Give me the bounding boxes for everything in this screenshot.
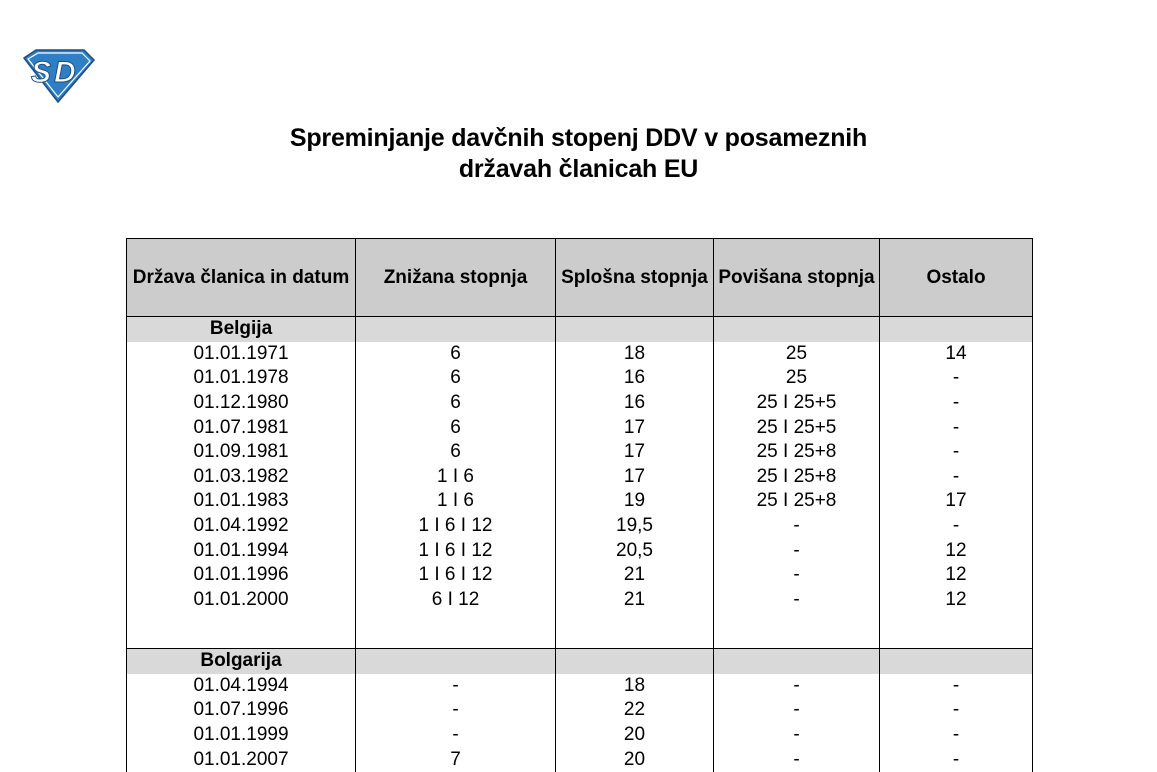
cell-increased-rate: 25 I 25+8 — [714, 464, 880, 489]
cell-date: 01.01.1971 — [127, 342, 356, 367]
table-row — [127, 538, 1033, 563]
cell-increased-rate: 25 I 25+8 — [714, 440, 880, 465]
cell-standard-rate: 20 — [556, 723, 714, 748]
spacer-cell — [714, 612, 880, 649]
cell-other: - — [880, 723, 1033, 748]
cell-increased-rate: 25 I 25+8 — [714, 489, 880, 514]
header-standard-rate: Splošna stopnja — [556, 239, 714, 317]
table-row — [127, 391, 1033, 416]
cell-increased-rate: - — [714, 747, 880, 772]
cell-other: - — [880, 464, 1033, 489]
cell-reduced-rate: - — [356, 723, 556, 748]
spacer-cell — [880, 612, 1033, 649]
country-group-row — [127, 649, 1033, 674]
cell-date: 01.01.2000 — [127, 587, 356, 612]
group-empty-cell — [714, 317, 880, 342]
header-other: Ostalo — [880, 239, 1033, 317]
cell-standard-rate: 18 — [556, 342, 714, 367]
title-line-1: Spreminjanje davčnih stopenj DDV v posameznih — [289, 124, 868, 152]
table-row — [127, 674, 1033, 699]
group-empty-cell — [880, 317, 1033, 342]
cell-standard-rate: 21 — [556, 587, 714, 612]
table-row — [127, 415, 1033, 440]
title-line-2: državah članicah EU — [458, 155, 699, 183]
cell-standard-rate: 20,5 — [556, 538, 714, 563]
cell-reduced-rate: 1 I 6 I 12 — [356, 514, 556, 539]
cell-increased-rate: - — [714, 563, 880, 588]
group-empty-cell — [356, 317, 556, 342]
cell-reduced-rate: 6 — [356, 415, 556, 440]
cell-date: 01.09.1981 — [127, 440, 356, 465]
cell-increased-rate: - — [714, 538, 880, 563]
cell-other: - — [880, 440, 1033, 465]
cell-reduced-rate: 1 I 6 I 12 — [356, 563, 556, 588]
table-row — [127, 747, 1033, 772]
country-group-row — [127, 317, 1033, 342]
cell-other: - — [880, 391, 1033, 416]
vat-rates-table — [126, 238, 1033, 772]
cell-other: 17 — [880, 489, 1033, 514]
cell-other: 14 — [880, 342, 1033, 367]
table-header-row — [127, 239, 1033, 317]
table-row — [127, 366, 1033, 391]
cell-other: - — [880, 514, 1033, 539]
cell-other: - — [880, 698, 1033, 723]
table-body — [127, 317, 1033, 772]
cell-other: - — [880, 674, 1033, 699]
cell-increased-rate: - — [714, 674, 880, 699]
cell-standard-rate: 22 — [556, 698, 714, 723]
cell-other: - — [880, 366, 1033, 391]
cell-standard-rate: 16 — [556, 366, 714, 391]
cell-increased-rate: - — [714, 698, 880, 723]
cell-increased-rate: - — [714, 514, 880, 539]
table-row — [127, 342, 1033, 367]
cell-increased-rate: 25 I 25+5 — [714, 391, 880, 416]
cell-increased-rate: 25 I 25+5 — [714, 415, 880, 440]
header-reduced-rate: Znižana stopnja — [356, 239, 556, 317]
svg-text:D: D — [54, 56, 76, 89]
cell-date: 01.07.1981 — [127, 415, 356, 440]
cell-standard-rate: 18 — [556, 674, 714, 699]
cell-other: 12 — [880, 563, 1033, 588]
table-row — [127, 563, 1033, 588]
cell-reduced-rate: 1 I 6 — [356, 489, 556, 514]
cell-standard-rate: 19 — [556, 489, 714, 514]
cell-standard-rate: 17 — [556, 440, 714, 465]
cell-other: 12 — [880, 538, 1033, 563]
cell-date: 01.01.1978 — [127, 366, 356, 391]
cell-date: 01.01.2007 — [127, 747, 356, 772]
cell-reduced-rate: - — [356, 698, 556, 723]
cell-other: - — [880, 747, 1033, 772]
header-increased-rate: Povišana stopnja — [714, 239, 880, 317]
country-name: Belgija — [127, 317, 356, 342]
spacer-cell — [356, 612, 556, 649]
cell-date: 01.01.1999 — [127, 723, 356, 748]
svg-text:S: S — [31, 56, 52, 89]
table-row — [127, 440, 1033, 465]
cell-reduced-rate: 6 — [356, 391, 556, 416]
document-title — [0, 123, 1157, 185]
header-country-date: Država članica in datum — [127, 239, 356, 317]
group-empty-cell — [356, 649, 556, 674]
cell-reduced-rate: 6 — [356, 366, 556, 391]
cell-standard-rate: 16 — [556, 391, 714, 416]
group-empty-cell — [556, 649, 714, 674]
table-row — [127, 464, 1033, 489]
cell-other: - — [880, 415, 1033, 440]
cell-reduced-rate: 6 — [356, 440, 556, 465]
group-empty-cell — [714, 649, 880, 674]
cell-reduced-rate: 6 I 12 — [356, 587, 556, 612]
cell-date: 01.07.1996 — [127, 698, 356, 723]
cell-date: 01.04.1992 — [127, 514, 356, 539]
cell-increased-rate: 25 — [714, 342, 880, 367]
cell-reduced-rate: - — [356, 674, 556, 699]
cell-reduced-rate: 7 — [356, 747, 556, 772]
table-row — [127, 698, 1033, 723]
cell-standard-rate: 20 — [556, 747, 714, 772]
spacer-cell — [556, 612, 714, 649]
cell-date: 01.03.1982 — [127, 464, 356, 489]
cell-increased-rate: - — [714, 723, 880, 748]
table-row — [127, 587, 1033, 612]
cell-date: 01.01.1996 — [127, 563, 356, 588]
cell-reduced-rate: 1 I 6 — [356, 464, 556, 489]
cell-date: 01.01.1983 — [127, 489, 356, 514]
cell-increased-rate: 25 — [714, 366, 880, 391]
spacer-cell — [127, 612, 356, 649]
cell-standard-rate: 21 — [556, 563, 714, 588]
table-row — [127, 514, 1033, 539]
group-spacer — [127, 612, 1033, 649]
cell-standard-rate: 17 — [556, 464, 714, 489]
cell-date: 01.12.1980 — [127, 391, 356, 416]
table-row — [127, 723, 1033, 748]
cell-standard-rate: 19,5 — [556, 514, 714, 539]
cell-other: 12 — [880, 587, 1033, 612]
cell-reduced-rate: 6 — [356, 342, 556, 367]
cell-reduced-rate: 1 I 6 I 12 — [356, 538, 556, 563]
cell-increased-rate: - — [714, 587, 880, 612]
group-empty-cell — [556, 317, 714, 342]
country-name: Bolgarija — [127, 649, 356, 674]
cell-standard-rate: 17 — [556, 415, 714, 440]
group-empty-cell — [880, 649, 1033, 674]
sd-logo-icon — [22, 48, 96, 104]
cell-date: 01.04.1994 — [127, 674, 356, 699]
cell-date: 01.01.1994 — [127, 538, 356, 563]
table-row — [127, 489, 1033, 514]
